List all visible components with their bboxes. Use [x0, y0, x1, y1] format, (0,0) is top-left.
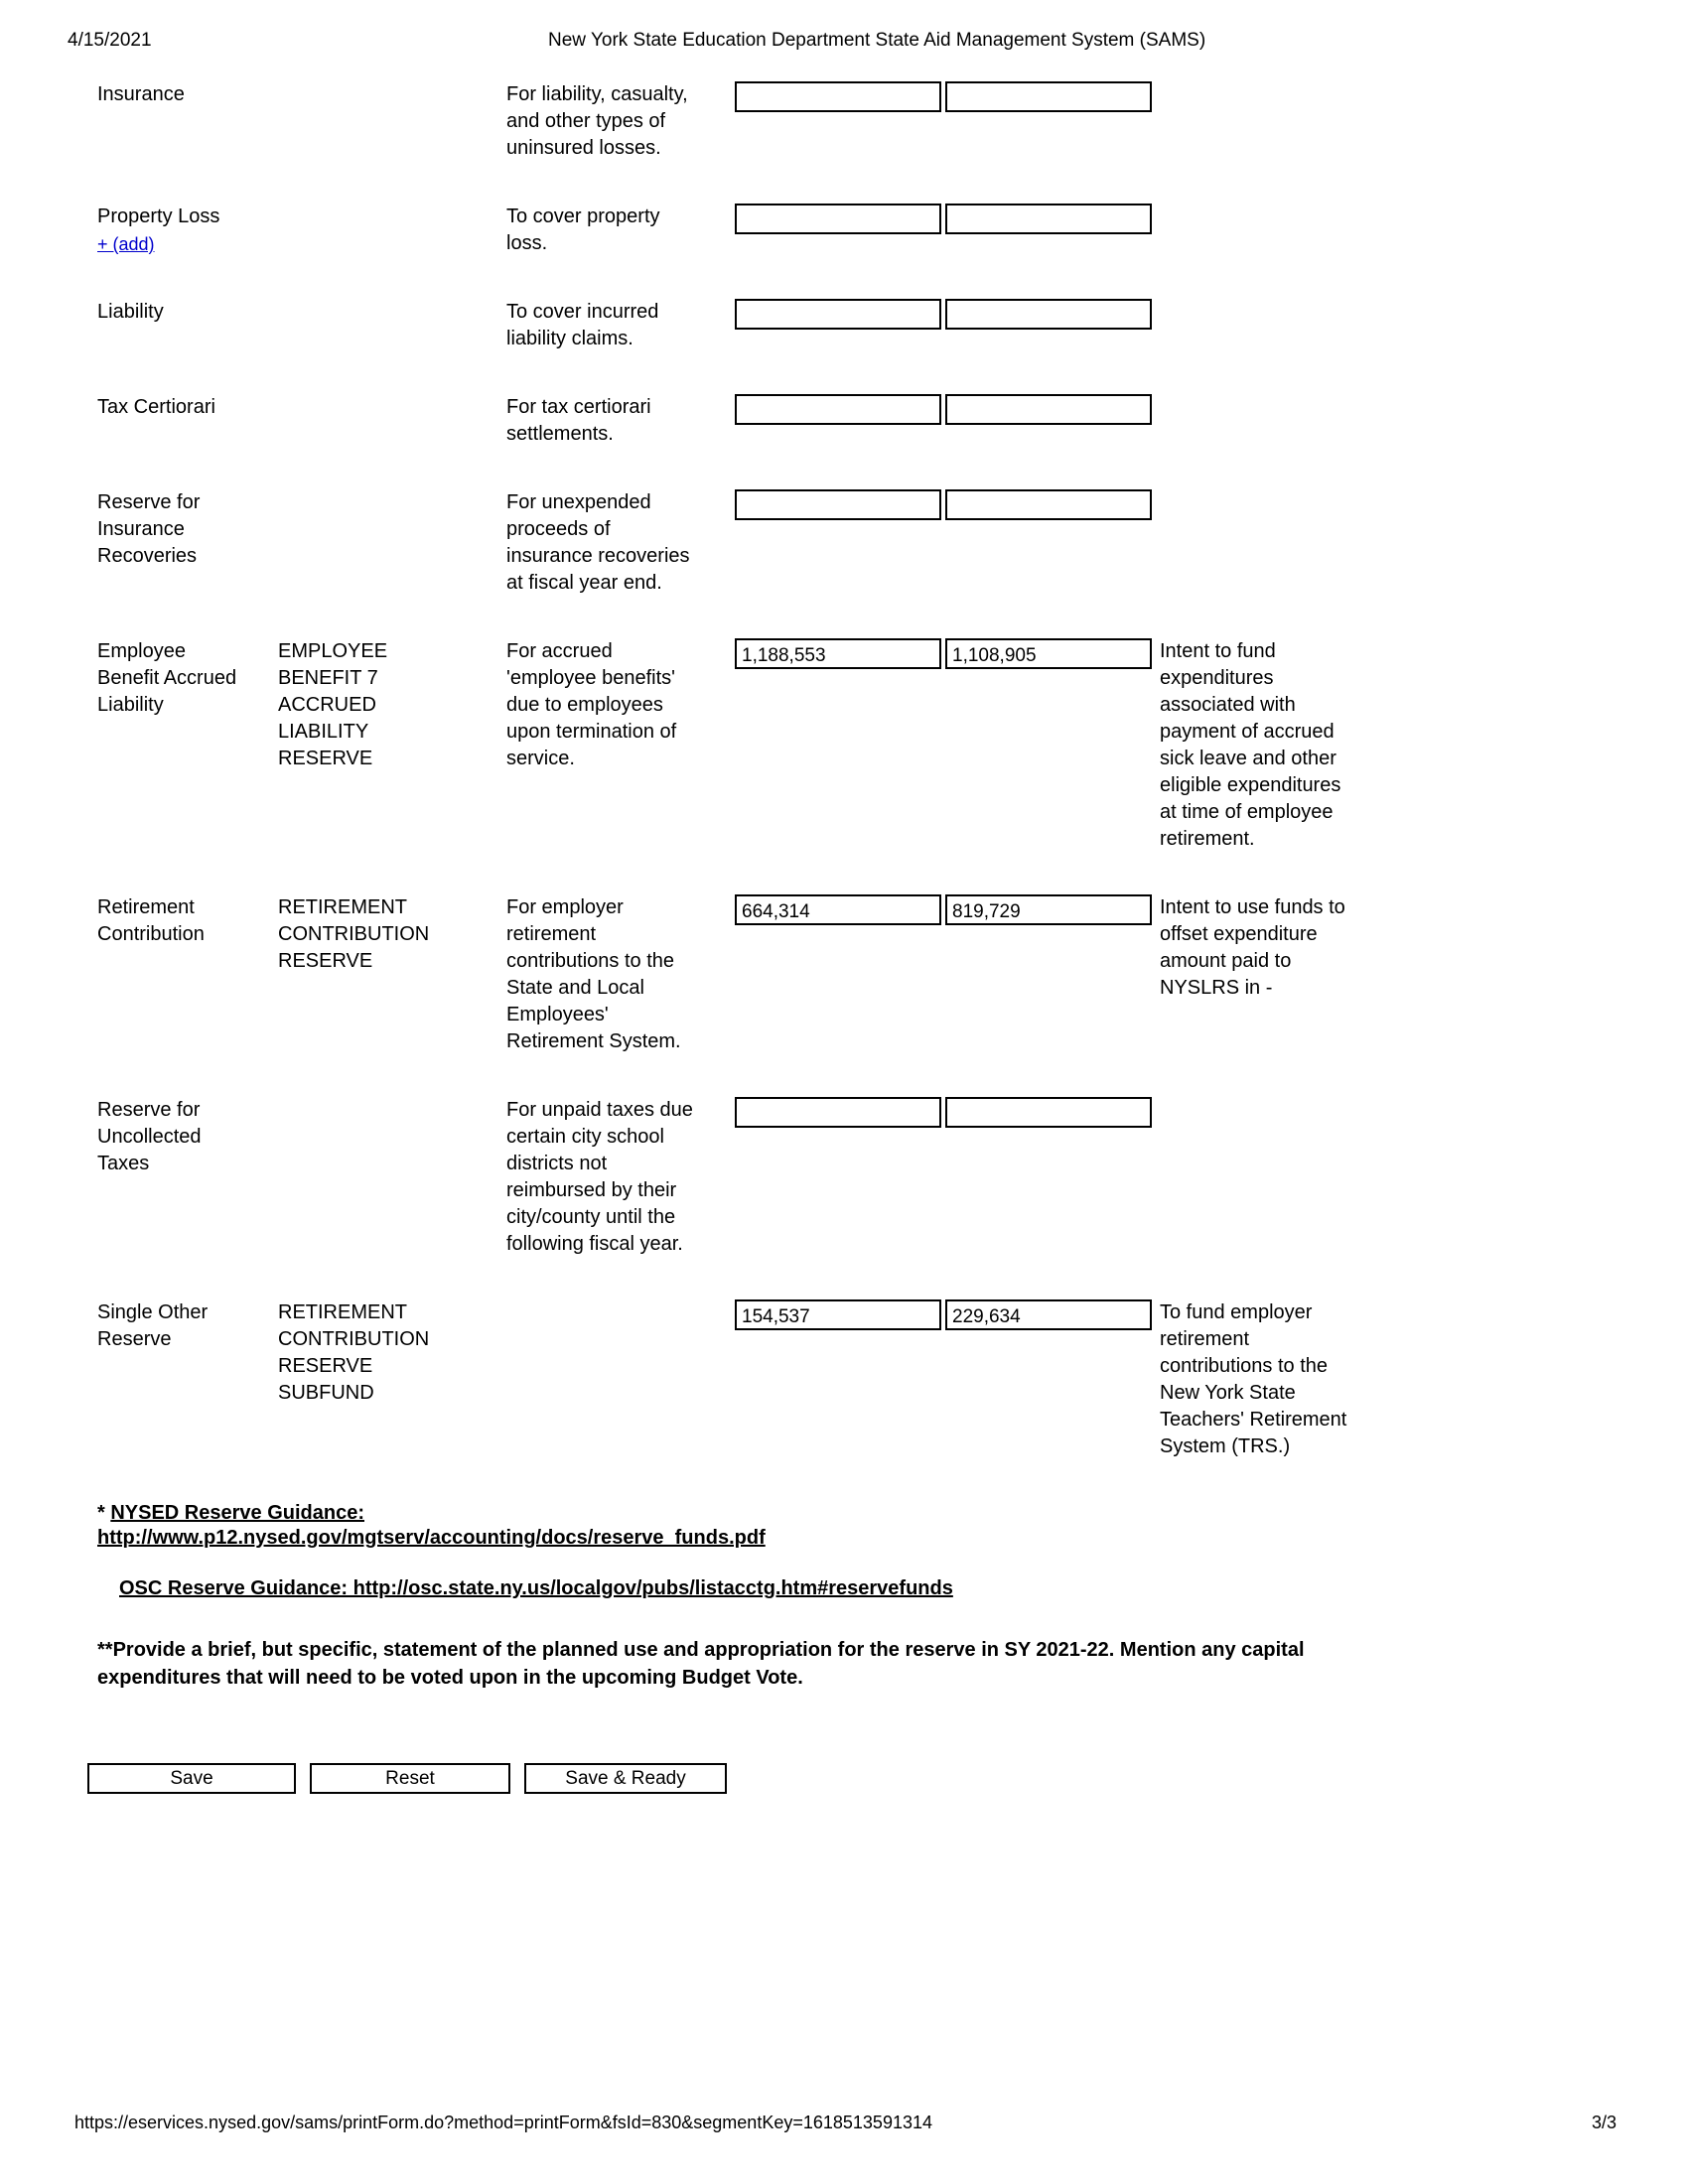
amount-inputs: [735, 394, 1152, 425]
save-button[interactable]: Save: [87, 1763, 296, 1794]
statement-text: Intent to fund expenditures associated with payment of accrued sick leave and other eligible expenditures at time of employee retirement.: [1160, 640, 1341, 850]
print-footer: [74, 2113, 1617, 2133]
amount-inputs: [735, 894, 1152, 925]
reserve-name: Insurance: [97, 83, 185, 105]
reserve-description: For tax certiorari settlements.: [506, 396, 651, 445]
statement-text: To fund employer retirement contributions to the New York State Teachers' Retirement System (TRS.): [1160, 1301, 1347, 1457]
reserve-name: Single Other Reserve: [97, 1301, 209, 1350]
single-other-amount-1-input[interactable]: 154,537: [735, 1299, 941, 1330]
amount-inputs: [735, 489, 1152, 520]
single-other-amount-2-input[interactable]: 229,634: [945, 1299, 1152, 1330]
reserve-row-insurance-recoveries: [97, 489, 1646, 597]
print-date: 4/15/2021: [68, 30, 152, 51]
property-loss-amount-1-input[interactable]: [735, 204, 941, 234]
reserve-description: For liability, casualty, and other types of uninsured losses.: [506, 83, 688, 159]
reserve-name: Retirement Contribution: [97, 896, 205, 945]
reserve-name: Reserve for Uncollected Taxes: [97, 1099, 202, 1174]
nysed-guidance-line: [97, 1502, 1646, 1525]
nysed-guidance-prefix: *: [97, 1502, 111, 1524]
uncollected-taxes-amount-2-input[interactable]: [945, 1097, 1152, 1128]
button-bar: [87, 1763, 1646, 1794]
amount-inputs: [735, 204, 1152, 234]
nysed-guidance-label: NYSED Reserve Guidance:: [110, 1502, 364, 1524]
employee-benefit-amount-2-input[interactable]: 1,108,905: [945, 638, 1152, 669]
tax-certiorari-amount-2-input[interactable]: [945, 394, 1152, 425]
report-title: New York State Education Department State Aid Management System (SAMS): [548, 30, 1206, 51]
reserve-description: For unexpended proceeds of insurance recoveries at fiscal year end.: [506, 491, 690, 594]
reserve-row-retirement-contribution: [97, 894, 1646, 1055]
insurance-recoveries-amount-1-input[interactable]: [735, 489, 941, 520]
amount-inputs: [735, 638, 1152, 669]
reserve-description: For employer retirement contributions to the State and Local Employees' Retirement System.: [506, 896, 681, 1052]
insurance-recoveries-amount-2-input[interactable]: [945, 489, 1152, 520]
reserve-description: To cover property loss.: [506, 205, 660, 254]
amount-inputs: [735, 1097, 1152, 1128]
osc-guidance-link[interactable]: OSC Reserve Guidance: http://osc.state.ny.us/localgov/pubs/listacctg.htm#reservefunds: [119, 1577, 953, 1599]
insurance-amount-1-input[interactable]: [735, 81, 941, 112]
reserve-row-property-loss: [97, 204, 1646, 257]
reserve-row-tax-certiorari: [97, 394, 1646, 448]
form-content: [97, 81, 1646, 1794]
reset-button[interactable]: Reset: [310, 1763, 510, 1794]
add-link[interactable]: + (add): [97, 234, 155, 254]
save-and-ready-button[interactable]: Save & Ready: [524, 1763, 727, 1794]
reserve-name: Employee Benefit Accrued Liability: [97, 640, 237, 716]
amount-inputs: [735, 1299, 1152, 1330]
tax-certiorari-amount-1-input[interactable]: [735, 394, 941, 425]
reserve-name: Tax Certiorari: [97, 396, 215, 418]
reserve-name: Reserve for Insurance Recoveries: [97, 491, 201, 567]
print-header: [0, 30, 1688, 56]
liability-amount-1-input[interactable]: [735, 299, 941, 330]
reserve-row-uncollected-taxes: [97, 1097, 1646, 1258]
retirement-contribution-amount-1-input[interactable]: 664,314: [735, 894, 941, 925]
reserve-name: Property Loss: [97, 205, 220, 227]
statement-text: Intent to use funds to offset expenditure amount paid to NYSLRS in -: [1160, 896, 1345, 999]
reserve-fund-name: RETIREMENT CONTRIBUTION RESERVE SUBFUND: [278, 1301, 430, 1404]
footer-page-number: 3/3: [1591, 2113, 1617, 2132]
uncollected-taxes-amount-1-input[interactable]: [735, 1097, 941, 1128]
insurance-amount-2-input[interactable]: [945, 81, 1152, 112]
footer-url: https://eservices.nysed.gov/sams/printForm.do?method=printForm&fsId=830&segmentKey=1618513591314: [74, 2113, 932, 2132]
reserve-name: Liability: [97, 301, 164, 323]
reserve-description: For unpaid taxes due certain city school districts not reimbursed by their city/county until the following fiscal year.: [506, 1099, 693, 1255]
employee-benefit-amount-1-input[interactable]: 1,188,553: [735, 638, 941, 669]
reserve-row-insurance: [97, 81, 1646, 162]
property-loss-amount-2-input[interactable]: [945, 204, 1152, 234]
reserve-fund-name: EMPLOYEE BENEFIT 7 ACCRUED LIABILITY RESERVE: [278, 640, 388, 769]
retirement-contribution-amount-2-input[interactable]: 819,729: [945, 894, 1152, 925]
liability-amount-2-input[interactable]: [945, 299, 1152, 330]
guidance-section: [97, 1502, 1646, 1692]
reserve-row-single-other: [97, 1299, 1646, 1460]
nysed-guidance-link[interactable]: http://www.p12.nysed.gov/mgtserv/accounting/docs/reserve_funds.pdf: [97, 1527, 766, 1549]
amount-inputs: [735, 299, 1152, 330]
reserve-row-liability: [97, 299, 1646, 352]
reserve-fund-name: RETIREMENT CONTRIBUTION RESERVE: [278, 896, 430, 972]
statement-instructions-note: **Provide a brief, but specific, statement of the planned use and appropriation for the reserve in SY 2021-22. Mention any capital expenditures that will need to be voted upon in the upcoming Budget Vote.: [97, 1639, 1305, 1689]
amount-inputs: [735, 81, 1152, 112]
reserve-description: For accrued 'employee benefits' due to employees upon termination of service.: [506, 640, 677, 769]
reserve-description: To cover incurred liability claims.: [506, 301, 659, 349]
reserve-row-employee-benefit: [97, 638, 1646, 853]
